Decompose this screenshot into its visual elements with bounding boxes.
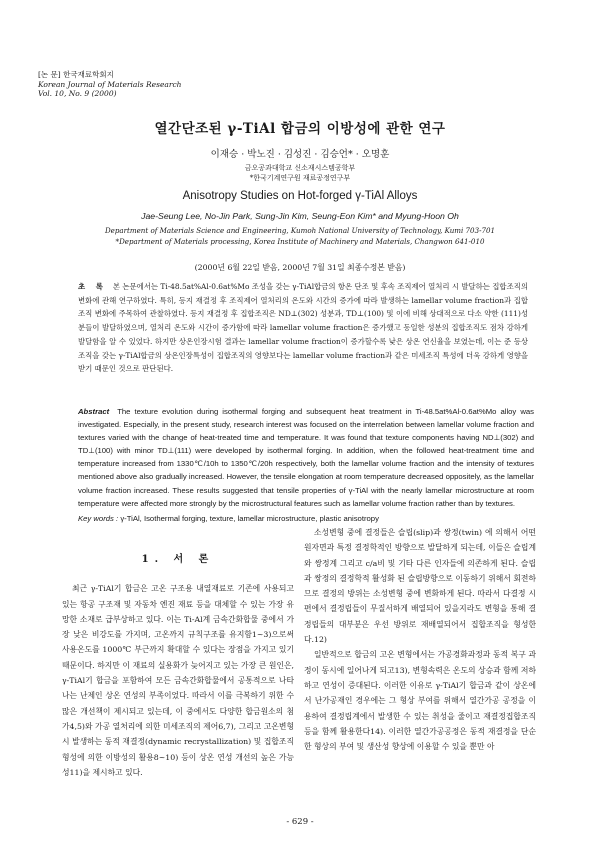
body-paragraph: 소성변형 중에 결정들은 슬립(slip)과 쌍정(twin) 에 의해서 어떤 원자면과 특정 결정학적인 방향으로 발달하게 되는데, 이들은 슬립계와 쌍정계 그리고 c/a비 및 기타 다른 인자들에 의존하게 된다. 슬립과 쌍정의 결정학적 활성화 된 슬립방향으로 이동하기 위해서 회전하므로 결정의 방위는 소성변형 중에 변화하게 된다. 따라서 다결정 시편에서 결정립들이 무질서하게 배열되어 있을지라도 변형을 통해 결정립들의 대부분은 우선 방위로 재배열되어서 집합조직을 형성한다.12) [304,528,536,645]
keywords-text: γ-TiAl, Isothermal forging, texture, lamellar microstructure, plastic anisotropy [120,514,379,523]
affiliation-ko-1: 금오공과대학교 신소재시스템공학부 [244,164,356,172]
body-paragraph: 최근 γ-TiAl기 합금은 고온 구조용 내열재료로 기존에 사용되고 있는 항공 구조재 및 자동차 엔진 재료 등을 대체할 수 있는 가장 유망한 소재로 급부상하고 있다. 이는 Ti-Al계 금속간화합물 중에서 가장 낮은 비강도를 가지며, 고온까지 규칙구조를 유지함1~3)으로써 사용온도를 1000℃ 부근까지 확대할 수 있다는 장점을 가지고 있기 때문이다. 하지만 이 재료의 실용화가 늦어지고 있는 가장 큰 원인은, γ-TiAl기 합금을 포함하여 모든 금속간화합물에서 공통적으로 나타나는 난제인 상온 연성의 부족이었다. 따라서 이를 극복하기 위한 수많은 개선책이 제시되고 있는데, 이 중에서도 다양한 합금원소의 첨가4,5)와 가공 열처리에 의한 미세조직의 제어6,7), 그리고 고온변형 시 발생하는 동적 재결정(dynamic recrystallization) 및 집합조직 형성에 의한 이방성의 활용8~10) 등이 상온 연성 개선의 높은 가능성11)을 제시하고 있다. [62,584,294,777]
abstract-en-label: Abstract [78,407,110,416]
section-heading-introduction: 1. 서 론 [141,554,215,565]
abstract-ko-text: 본 논문에서는 Ti-48.5at%Al-0.6at%Mo 조성을 갖는 γ-TiAl합금의 항온 단조 및 후속 조직제어 열처리 시 발달하는 집합조직의 변화에 관해 연구하였다. 특히, 등지 재결정 후 조직제어 열처리의 온도와 시간의 증가에 따라 발생하는 lamellar volume fraction과 집합조직 변화에 주목하여 관찰하였다. 등지 재결정 후 집합조직은 ND⊥(302) 성분과, TD⊥(100) 및 이에 비해 상대적으로 다소 약한 (111)성분들이 발달하였으며, 열처리 온도와 시간이 증가함에 따라 lamellar volume fraction은 증가했고 동일한 성분의 집합조직도 점차 강하게 발달함을 알 수 있었다. 하지만 상온인장시험 결과는 lamellar volume fraction이 증가할수록 낮은 상온 연신율을 보였는데, 이는 준 등상조직을 갖는 γ-TiAl합금의 상온인장특성이 집합조직의 영향보다는 lamellar volume fraction과 같은 미세조직 특성에 더욱 강하게 영향을 받기 때문인 것으로 판단된다. [78,282,528,374]
journal-name-en: Korean Journal of Materials Research [38,79,182,89]
paper-title-en: Anisotropy Studies on Hot-forged γ-TiAl Alloys [182,190,418,202]
keywords [78,514,534,523]
journal-header [38,70,181,99]
abstract-en [78,405,534,510]
abstract-ko-label: 초 록 [78,282,107,291]
journal-name-ko: [논 문] 한국재료학회지 [38,70,114,79]
paper-title-ko: 열간단조된 γ-TiAl 합금의 이방성에 관한 연구 [154,121,446,137]
body-column-right [304,525,536,754]
abstract-ko [78,280,528,376]
authors-ko: 이재승 · 박노진 · 김성진 · 김승언* · 오명훈 [210,149,390,160]
received-dates: (2000년 6월 22일 받음, 2000년 7월 31일 최종수정본 받음) [194,263,406,272]
body-column-left [62,552,294,780]
affiliations-ko [0,163,600,183]
keywords-label: Key words : [78,514,119,523]
affiliation-ko-2: *한국기계연구원 재료공정연구부 [249,174,351,182]
authors-en: Jae-Seung Lee, No-Jin Park, Sung-Jin Kim, Seung-Eon Kim* and Myung-Hoon Oh [141,211,459,221]
abstract-en-text: The texture evolution during isothermal forging and subsequent heat treatment in Ti-48.5at%Al-0.6at%Mo alloy was investigated. Especially, in the present study, research interest was focused on the interrelation between lamellar volume fraction and textures varied with the change of heat-treated time and temperature. It was found that texture components having ND⊥(302) and TD⊥(100) with minor TD⊥(111) were developed by isothermal forging. In addition, when the followed heat-treatment time and temperature increased from 1330℃/10h to 1350℃/20h respectively, both the lamellar volume fraction and the intensity of textures mentioned above also gradually increased. However, the tensile elongation at room temperature decreased oppositely, as the lamellar volume fraction increased. These results suggested that tensile properties of γ-TiAl with the nearly lamellar microstructure at room temperature were affected more strongly by the microstructural features such as lamellar volume fraction rather than by textures. [78,407,534,508]
journal-volume: Vol. 10, No. 9 (2000) [38,89,117,98]
body-paragraph: 일반적으로 합금의 고온 변형에서는 가공경화과정과 동적 복구 과정이 동시에 일어나게 되고13), 변형속력은 온도의 상승과 함께 저하하고 연성이 증대된다. 이러한 이유로 γ-TiAl기 합금과 같이 상온에서 난가공재인 경우에는 그 형상 부여를 위해서 열간가공 공정을 이용하여 결정립계에서 발생한 수 있는 취성을 줄이고 재결정집합조직 등을 함께 활용한다14). 이러한 열간가공공정은 동적 재결정을 단순한 형상의 부여 및 생산성 향상에 이용할 수 있을 뿐만 아 [304,650,536,752]
affiliations-en [0,225,600,247]
affiliation-en-1: Department of Materials Science and Engineering, Kumoh National University of Technology, Kumi 703-701 [104,226,496,235]
affiliation-en-2: *Department of Materials processing, Korea Institute of Machinery and Materials, Changwon 641-010 [115,237,485,246]
page-number: - 629 - [286,817,314,827]
